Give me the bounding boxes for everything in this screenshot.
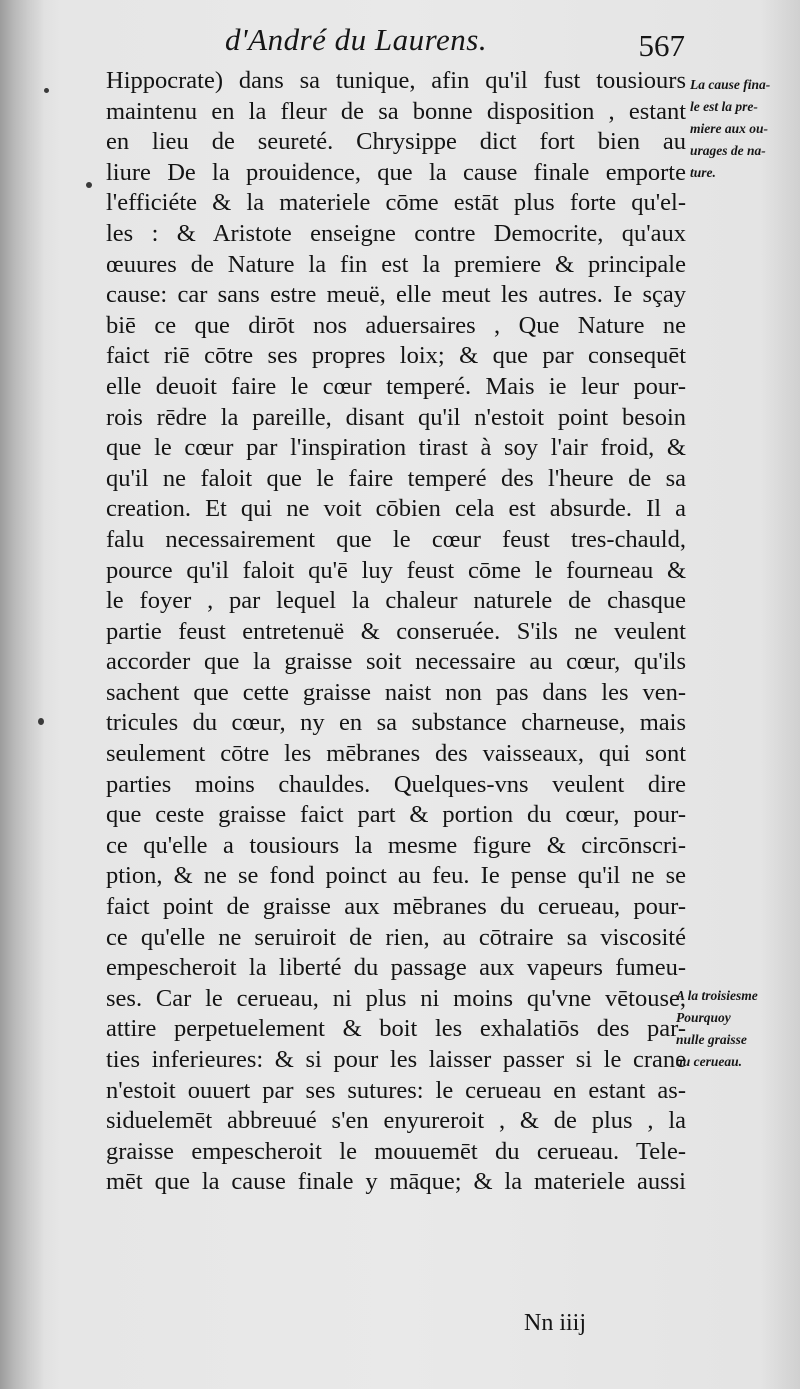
margin-note-graisse-cerueau bbox=[676, 985, 800, 1073]
binding-gutter bbox=[0, 0, 44, 1389]
text-line: ses. Car le cerueau, ni plus ni moins qu'vne vētouse, bbox=[106, 984, 686, 1012]
text-line: le foyer , par lequel la chaleur naturele de chasque bbox=[106, 587, 686, 615]
text-line: ce qu'elle a tousiours la mesme figure & circōnscri- bbox=[106, 831, 686, 859]
margin-note-line: miere aux ou- bbox=[690, 121, 769, 136]
text-line: tricules du cœur, ny en sa substance charneuse, mais bbox=[106, 709, 686, 737]
text-line: en lieu de seureté. Chrysippe dict fort bien au bbox=[106, 128, 686, 156]
margin-note-line: ture. bbox=[690, 165, 716, 180]
text-line: ties inferieures: & si pour les laisser passer si le crane bbox=[106, 1046, 686, 1073]
text-line: graisse empescheroit le mouuemēt du cerueau. Tele- bbox=[106, 1137, 686, 1165]
text-line: ption, & ne se fond poinct au feu. Ie pense qu'il ne se bbox=[106, 862, 686, 890]
text-line: pource qu'il faloit qu'ē luy feust cōme le fourneau & bbox=[106, 556, 686, 584]
text-line: qu'il ne faloit que le faire temperé des l'heure de sa bbox=[106, 464, 686, 492]
text-line: creation. Et qui ne voit cōbien cela est absurde. Il a bbox=[106, 495, 686, 523]
text-line: elle deuoit faire le cœur temperé. Mais ie leur pour- bbox=[106, 372, 686, 400]
text-line: sachent que cette graisse naist non pas dans les ven- bbox=[106, 678, 686, 706]
margin-note-line: A la troisiesme bbox=[676, 988, 758, 1003]
text-line: n'estoit ouuert par ses sutures: le cerueau en estant as- bbox=[106, 1076, 686, 1104]
margin-note-line: au cerueau. bbox=[676, 1054, 743, 1069]
margin-note-cause-finale bbox=[690, 74, 800, 184]
text-line: ce qu'elle ne seruiroit de rien, au cōtraire sa viscosité bbox=[106, 923, 686, 951]
text-line: les : & Aristote enseigne contre Democrite, qu'aux bbox=[106, 219, 686, 247]
text-line: falu necessairement que le cœur feust tres-chauld, bbox=[106, 525, 686, 553]
text-line: biē ce que dirōt nos aduersaires , Que Nature ne bbox=[106, 311, 686, 339]
text-line: l'efficiéte & la materiele cōme estāt plus forte qu'el- bbox=[106, 189, 686, 217]
text-line: partie feust entretenuë & conseruée. S'ils ne veulent bbox=[106, 617, 686, 645]
margin-note-line: urages de na- bbox=[690, 143, 766, 158]
margin-note-line: nulle graisse bbox=[676, 1032, 747, 1047]
ink-spot bbox=[44, 88, 49, 93]
margin-note-line: Pourquoy bbox=[676, 1010, 731, 1025]
page-header bbox=[225, 22, 695, 70]
text-line: mēt que la cause finale y māque; & la materiele aussi bbox=[106, 1168, 686, 1196]
page-number: 567 bbox=[638, 28, 685, 63]
text-line: que le cœur par l'inspiration tirast à soy l'air froid, & bbox=[106, 434, 686, 462]
text-line: attire perpetuelement & boit les exhalatiōs des par- bbox=[106, 1015, 686, 1043]
text-line: parties moins chauldes. Quelques-vns veulent dire bbox=[106, 770, 686, 798]
text-line: accorder que la graisse soit necessaire au cœur, qu'ils bbox=[106, 648, 686, 676]
text-line: siduelemēt abbreuué s'en enyureroit , & de plus , la bbox=[106, 1107, 686, 1135]
text-line: Hippocrate) dans sa tunique, afin qu'il fust tousiours bbox=[106, 67, 686, 94]
ink-spot bbox=[38, 718, 44, 725]
text-line: maintenu en la fleur de sa bonne disposition , estant bbox=[106, 97, 686, 125]
text-line: œuures de Nature la fin est la premiere & principale bbox=[106, 250, 686, 278]
text-line: cause: car sans estre meuë, elle meut les autres. Ie sçay bbox=[106, 281, 686, 309]
text-line: seulement cōtre les mēbranes des vaisseaux, qui sont bbox=[106, 740, 686, 768]
text-line: empescheroit la liberté du passage aux vapeurs fumeu- bbox=[106, 954, 686, 982]
catchword: Nn iiij bbox=[524, 1310, 587, 1336]
text-line: faict riē cōtre ses propres loix; & que par consequēt bbox=[106, 342, 686, 370]
main-text bbox=[106, 66, 686, 1198]
text-line: liure De la prouidence, que la cause finale emporte bbox=[106, 158, 686, 186]
margin-note-line: La cause fina- bbox=[690, 77, 771, 92]
text-line: que ceste graisse faict part & portion du cœur, pour- bbox=[106, 801, 686, 829]
text-line: rois rēdre la pareille, disant qu'il n'estoit point besoin bbox=[106, 403, 686, 431]
ink-spot bbox=[86, 182, 92, 188]
running-head: d'André du Laurens. bbox=[225, 22, 488, 57]
margin-note-line: le est la pre- bbox=[690, 99, 758, 114]
text-line: faict point de graisse aux mēbranes du cerueau, pour- bbox=[106, 893, 686, 921]
